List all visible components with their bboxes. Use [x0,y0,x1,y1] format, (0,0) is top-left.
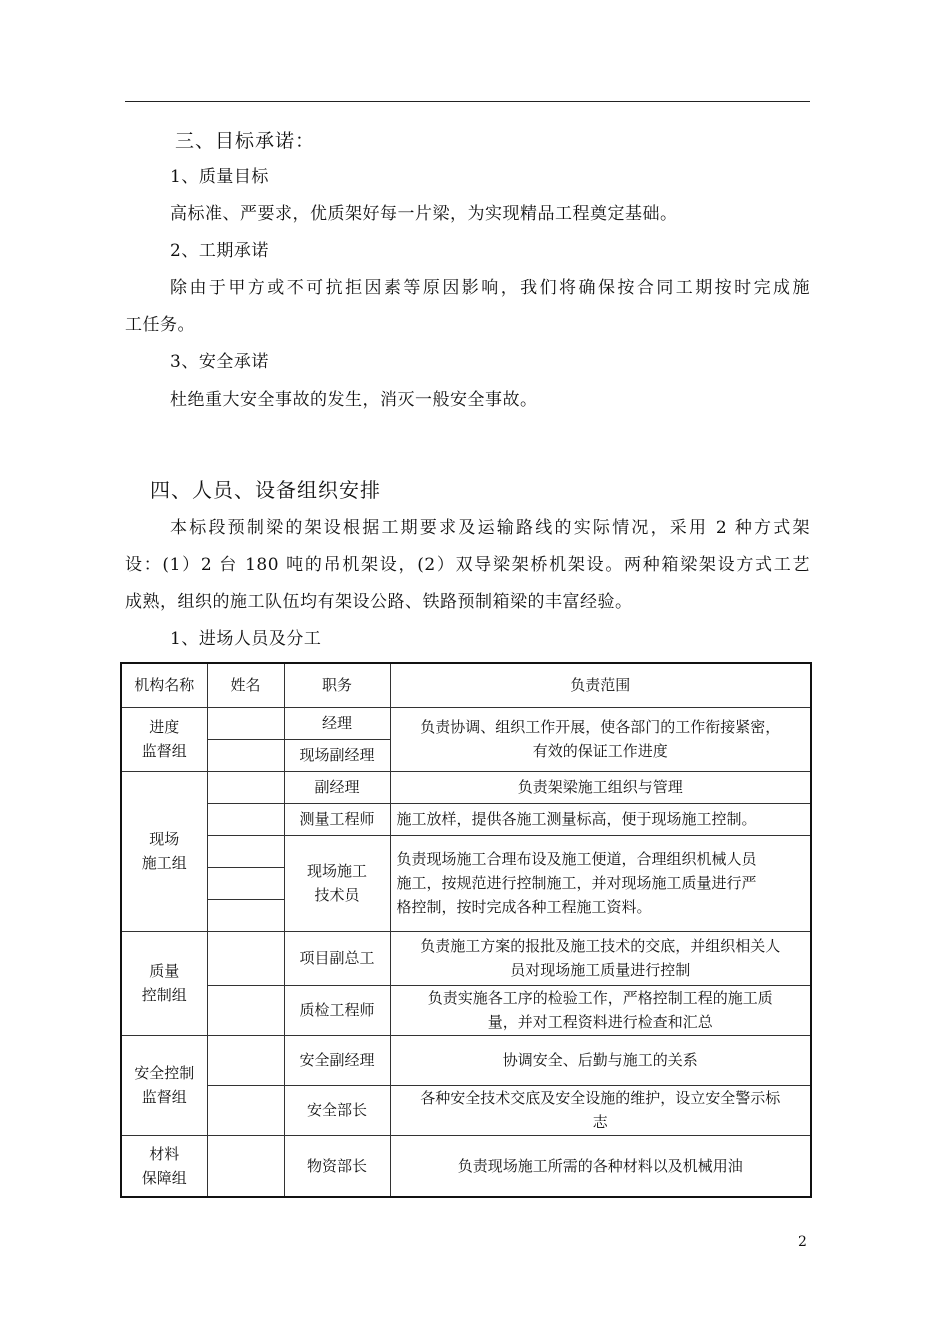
group-progress: 进度 监督组 [121,707,207,771]
scope-cell: 负责施工方案的报批及施工技术的交底，并组织相关人 员对现场施工质量进行控制 [390,931,811,985]
table-row [121,803,811,835]
duty-cell: 质检工程师 [284,985,390,1035]
name-cell [207,985,284,1035]
schedule-text-line1: 除由于甲方或不可抗拒因素等原因影响，我们将确保按合同工期按时完成施 [170,278,810,298]
scope-cell: 负责现场施工合理布设及施工便道，合理组织机械人员 施工，按规范进行控制施工，并对现场施工质量进行严 格控制，按时完成各种工程施工资料。 [390,835,811,931]
page-number: 2 [798,1234,807,1250]
duty-cell: 经理 [284,707,390,739]
scope-cell: 协调安全、后勤与施工的关系 [390,1035,811,1085]
schedule-text-line2: 工任务。 [125,315,195,335]
table-row [121,707,811,739]
table-row [121,1135,811,1197]
table-row [121,1085,811,1135]
duty-cell: 测量工程师 [284,803,390,835]
name-cell [207,1085,284,1135]
quality-goal-label: 1、质量目标 [170,167,269,187]
name-cell [207,1135,284,1197]
table-row [121,931,811,985]
header-rule [125,101,810,102]
group-material: 材料 保障组 [121,1135,207,1197]
schedule-label: 2、工期承诺 [170,241,269,261]
personnel-subheading: 1、进场人员及分工 [170,629,322,649]
name-cell [207,771,284,803]
header-scope: 负责范围 [390,663,811,707]
table-row [121,985,811,1035]
name-cell [207,739,284,771]
table-row [121,771,811,803]
duty-cell: 安全副经理 [284,1035,390,1085]
name-cell [207,707,284,739]
section3-heading: 三、目标承诺： [175,130,316,152]
name-cell [207,803,284,835]
section4-para-line1: 本标段预制梁的架设根据工期要求及运输路线的实际情况，采用 2 种方式架 [170,518,810,538]
duty-cell: 安全部长 [284,1085,390,1135]
header-duty: 职务 [284,663,390,707]
name-cell [207,867,284,899]
table-row [121,1035,811,1085]
group-site: 现场 施工组 [121,771,207,931]
scope-cell: 施工放样，提供各施工测量标高，便于现场施工控制。 [390,803,811,835]
scope-cell: 负责架梁施工组织与管理 [390,771,811,803]
header-name: 姓名 [207,663,284,707]
scope-cell: 负责协调、组织工作开展，使各部门的工作衔接紧密， 有效的保证工作进度 [390,707,811,771]
personnel-table [120,662,812,1198]
duty-cell: 现场施工 技术员 [284,835,390,931]
table-header-row [121,663,811,707]
section4-heading: 四、人员、设备组织安排 [150,478,381,502]
duty-cell: 副经理 [284,771,390,803]
group-safety: 安全控制 监督组 [121,1035,207,1135]
scope-cell: 负责实施各工序的检验工作，严格控制工程的施工质 量，并对工程资料进行检查和汇总 [390,985,811,1035]
name-cell [207,835,284,867]
scope-cell: 各种安全技术交底及安全设施的维护，设立安全警示标 志 [390,1085,811,1135]
section4-para-line2: 设：(1）2 台 180 吨的吊机架设，(2）双导梁架桥机架设。两种箱梁架设方式工艺 [125,555,810,575]
group-quality: 质量 控制组 [121,931,207,1035]
duty-cell: 物资部长 [284,1135,390,1197]
name-cell [207,899,284,931]
safety-label: 3、安全承诺 [170,352,269,372]
duty-cell: 现场副经理 [284,739,390,771]
name-cell [207,931,284,985]
section4-para-line3: 成熟，组织的施工队伍均有架设公路、铁路预制箱梁的丰富经验。 [125,592,633,612]
duty-cell: 项目副总工 [284,931,390,985]
name-cell [207,1035,284,1085]
scope-cell: 负责现场施工所需的各种材料以及机械用油 [390,1135,811,1197]
quality-goal-text: 高标准、严要求，优质架好每一片梁，为实现精品工程奠定基础。 [170,204,678,224]
table-row [121,835,811,867]
safety-text: 杜绝重大安全事故的发生，消灭一般安全事故。 [170,390,538,410]
header-org: 机构名称 [121,663,207,707]
